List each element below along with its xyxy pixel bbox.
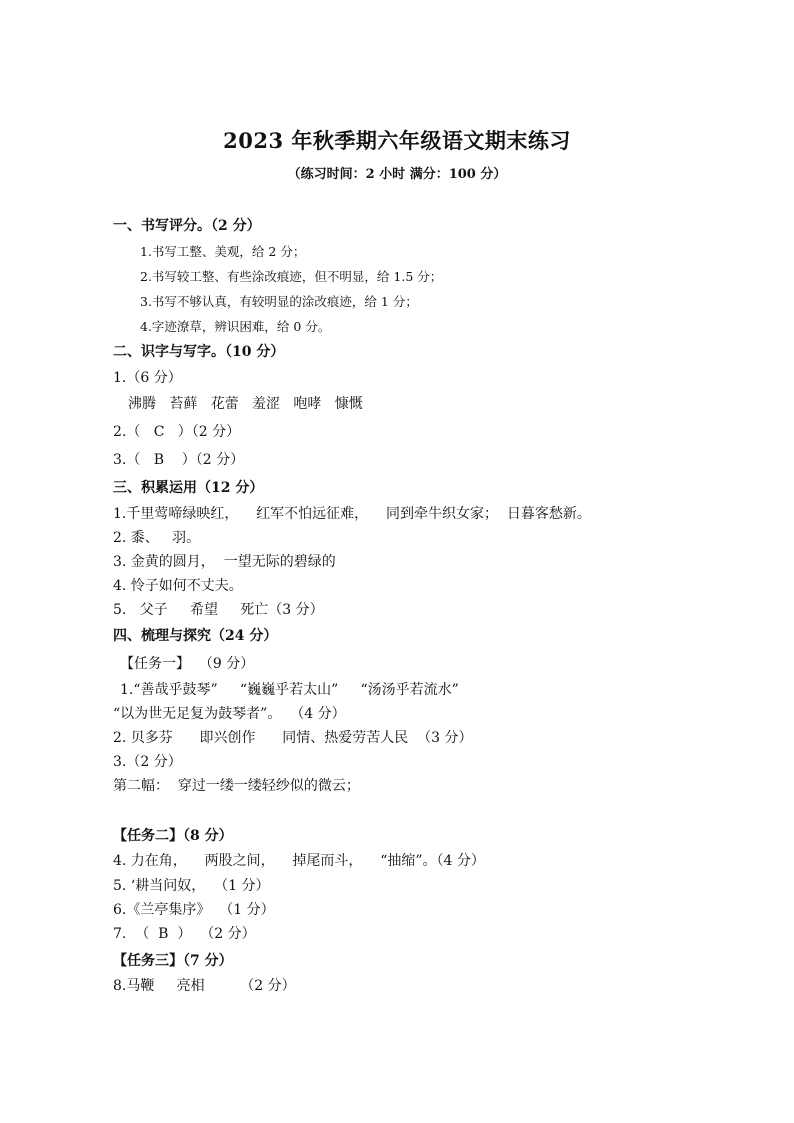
section-heading-exploration: 四、梳理与探究（24 分） (113, 628, 278, 644)
writing-criterion-1: 1.书写工整、美观，给 2 分； (140, 244, 306, 259)
answer-line: 4. 怜子如何不丈夫。 (113, 578, 243, 594)
answer-line: 2.（ C ）（2 分） (113, 424, 241, 440)
task-label: 【任务一】 （9 分） (120, 656, 255, 672)
answer-line: 1.（6 分） (113, 370, 182, 386)
writing-criterion-3: 3.书写不够认真，有较明显的涂改痕迹，给 1 分； (140, 294, 418, 309)
answer-line: 4. 力在角， 两股之间， 掉尾而斗， “抽缩”。（4 分） (113, 853, 485, 869)
page-subtitle: （练习时间：2 小时 满分：100 分） (287, 167, 507, 182)
answer-line: 3.（ B ）（2 分） (113, 452, 245, 468)
answer-line: 3. 金黄的圆月， 一望无际的碧绿的 (113, 554, 336, 570)
answer-line: 沸腾 苔藓 花蕾 羞涩 咆哮 慷慨 (128, 396, 363, 412)
task-label: 【任务三】（7 分） (113, 953, 233, 969)
answer-line: 8.马鞭 亮相 （2 分） (113, 978, 296, 994)
answer-line: 5. 父子 希望 死亡（3 分） (113, 602, 324, 618)
answer-line: 5. ‘耕当问奴， （1 分） (113, 878, 270, 894)
section-heading-accumulation: 三、积累运用（12 分） (113, 480, 264, 496)
writing-criterion-4: 4.字迹潦草，辨识困难，给 0 分。 (140, 319, 331, 334)
answer-line: “以为世无足复为鼓琴者”。 （4 分） (113, 706, 346, 722)
answer-line: 1.“善哉乎鼓琴” “巍巍乎若太山” “汤汤乎若流水” (120, 682, 459, 698)
answer-line: 第二幅： 穿过一缕一缕轻纱似的微云； (113, 778, 360, 794)
section-heading-characters: 二、识字与写字。（10 分） (113, 344, 285, 360)
answer-line: 3.（2 分） (113, 754, 182, 770)
answer-line: 1.千里莺啼绿映红， 红军不怕远征难， 同到牵牛织女家； 日暮客愁新。 (113, 506, 591, 522)
answer-line: 2. 贝多芬 即兴创作 同情、热爱劳苦人民 （3 分） (113, 730, 473, 746)
section-heading-writing: 一、书写评分。（2 分） (113, 218, 261, 234)
answer-line: 2. 黍、 羽。 (113, 530, 201, 546)
writing-criterion-2: 2.书写较工整、有些涂改痕迹，但不明显，给 1.5 分； (140, 269, 443, 284)
answer-line: 7. （ B ） （2 分） (113, 926, 256, 942)
task-label: 【任务二】（8 分） (113, 828, 233, 844)
answer-line: 6.《兰亭集序》 （1 分） (113, 902, 275, 918)
page-title: 2023 年秋季期六年级语文期末练习 (223, 128, 571, 153)
